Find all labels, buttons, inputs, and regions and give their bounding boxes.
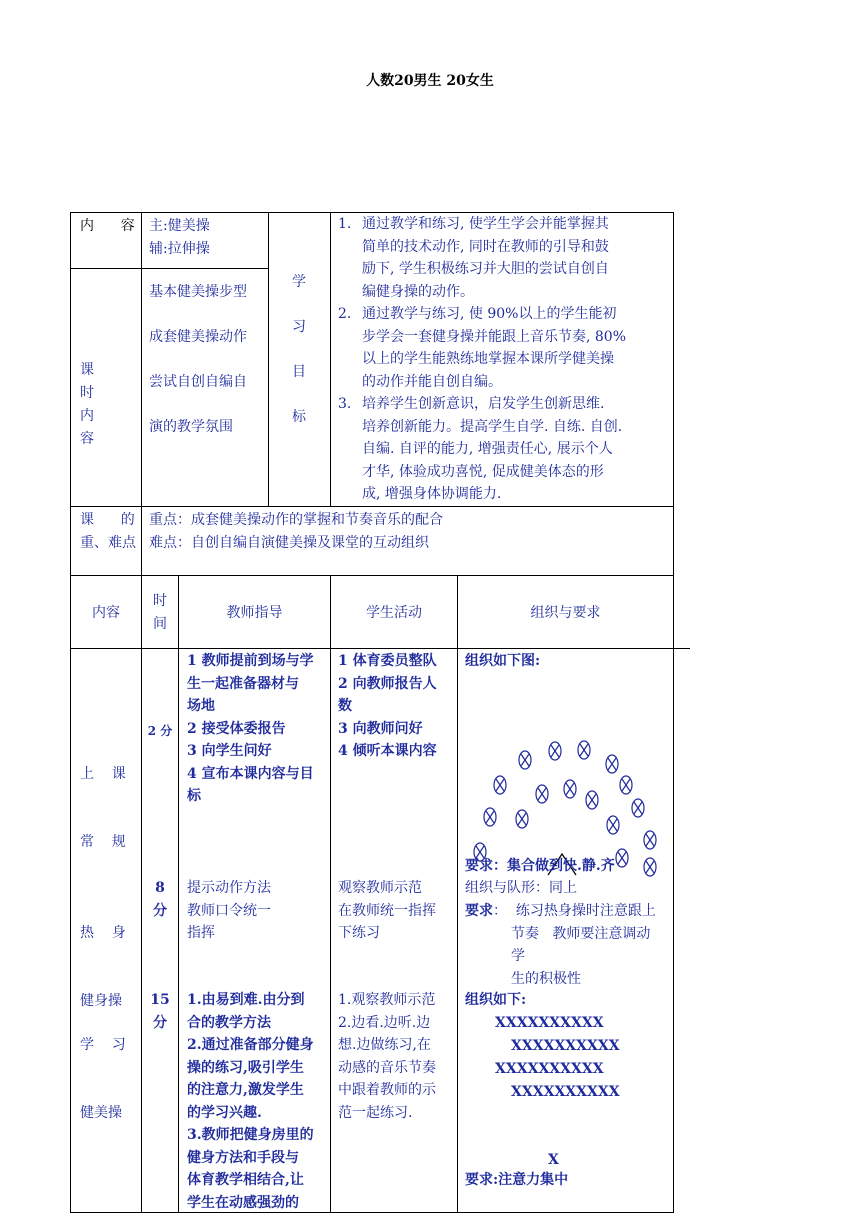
row1-teacher <box>187 650 314 808</box>
content-line: 健身操 <box>80 992 122 1009</box>
teacher-line: 生一起准备器材与 <box>187 675 299 692</box>
teacher-mark: X <box>548 1152 559 1168</box>
label-char: 标 <box>292 409 306 425</box>
key-point: 重点：成套健美操动作的掌握和节奏音乐的配合 <box>149 512 443 528</box>
student-line: 下练习 <box>338 925 380 941</box>
label-char: 习 <box>292 319 306 335</box>
content-label: 内 容 <box>80 218 135 234</box>
table-divider <box>457 575 458 1213</box>
table-divider <box>70 506 673 507</box>
teacher-line: 指挥 <box>187 925 215 941</box>
table-divider <box>330 575 331 1213</box>
student-line: 在教师统一指挥 <box>338 902 436 919</box>
requirement-label: 要求 <box>465 903 493 919</box>
header-time-2: 间 <box>153 615 167 632</box>
list-item: 成套健美操动作 <box>149 329 247 345</box>
student-line: 3 向教师问好 <box>338 720 423 737</box>
content-line: 常 规 <box>80 833 126 850</box>
goal-number: 2. <box>338 306 352 322</box>
teacher-line: 健身方法和手段与 <box>187 1149 299 1166</box>
teacher-line: 2.通过准备部分健身 <box>187 1037 314 1053</box>
teacher-line: 标 <box>187 788 201 804</box>
goal-line: 通过教学与练习, 使 90%以上的学生能初 <box>362 306 617 322</box>
header-student: 学生活动 <box>366 605 422 621</box>
circle-x-icon <box>564 780 576 798</box>
row1-student <box>338 650 437 763</box>
goal-line: 的动作并能自创自编。 <box>362 373 502 390</box>
table-border-bottom <box>70 1212 673 1213</box>
requirement-line: 学 <box>511 948 525 964</box>
circle-x-icon <box>494 776 506 794</box>
list-item: 演的教学氛围 <box>149 419 233 435</box>
student-line: 数 <box>338 698 352 714</box>
circle-x-icon <box>644 831 656 849</box>
row1-content <box>80 718 126 876</box>
requirement-line: ： 练习热身操时注意跟上 <box>493 903 656 919</box>
teacher-line: 1 教师提前到场与学 <box>187 653 314 669</box>
row1-org: 组织如下图: <box>465 653 541 669</box>
row2-student <box>338 877 436 945</box>
goal-number: 3. <box>338 396 352 412</box>
requirement-line: 节奏 教师要注意调动 <box>511 925 651 942</box>
goal-number: 1. <box>338 216 352 232</box>
circle-x-icon <box>586 791 598 809</box>
label-char: 内 <box>80 408 94 424</box>
row2-time <box>142 877 178 922</box>
circle-x-icon <box>536 785 548 803</box>
content-line: 热 身 <box>80 925 126 941</box>
list-item: 基本健美操步型 <box>149 284 247 300</box>
label-char: 时 <box>80 385 94 401</box>
label-char: 学 <box>292 274 306 290</box>
circle-x-icon <box>606 755 618 773</box>
circle-x-icon <box>644 858 656 876</box>
key-label-1: 课 的 <box>80 512 135 528</box>
teacher-line: 的学习兴趣. <box>187 1104 262 1121</box>
student-line: 想.边做练习,在 <box>338 1037 431 1053</box>
teacher-line: 2 接受体委报告 <box>187 720 286 737</box>
header-time <box>142 590 178 635</box>
circle-x-icon <box>607 816 619 834</box>
table-divider <box>141 212 142 1213</box>
goal-line: 通过教学和练习, 使学生学会并能掌握其 <box>362 216 609 232</box>
label-char: 目 <box>292 364 306 380</box>
goal-line: 步学会一套健身操并能跟上音乐节奏, 80% <box>362 328 627 345</box>
student-line: 范一起练习. <box>338 1104 413 1121</box>
student-line: 2.边看.边听.边 <box>338 1014 431 1031</box>
row3-org: 组织如下: <box>465 992 527 1008</box>
teacher-line: 4 宣布本课内容与目 <box>187 765 314 782</box>
goal-line: 成, 增强身体协调能力. <box>362 486 502 502</box>
row3-requirement: 要求:注意力集中 <box>465 1172 569 1188</box>
time-value: 8 <box>155 880 165 896</box>
circle-x-icon <box>616 849 628 867</box>
student-line: 观察教师示范 <box>338 880 422 896</box>
teacher-line: 操的练习,吸引学生 <box>187 1059 304 1076</box>
teacher-line: 1.由易到难.由分到 <box>187 992 305 1008</box>
circle-x-icon <box>620 776 632 794</box>
circle-x-icon <box>549 742 561 760</box>
row2-org: 组织与队形：同上 <box>465 880 577 896</box>
time-value: 15 <box>150 992 170 1008</box>
table-divider <box>268 212 269 506</box>
student-line: 4 倾听本课内容 <box>338 743 437 759</box>
label-char: 容 <box>80 431 94 447</box>
row3-student <box>338 989 436 1124</box>
row3-time <box>142 989 178 1034</box>
time-unit: 分 <box>153 1014 167 1031</box>
goal-line: 自编. 自评的能力, 增强责任心, 展示个人 <box>362 441 613 457</box>
content-line: 学 习 <box>80 1037 126 1053</box>
teacher-line: 学生在动感强劲的 <box>187 1194 299 1211</box>
x-formation-row: XXXXXXXXXX <box>511 1038 620 1054</box>
table-divider <box>330 212 331 506</box>
label-char: 课 <box>80 362 94 378</box>
row1-time: 2 分 <box>147 724 173 738</box>
table-divider <box>178 575 179 1213</box>
goal-line: 培养学生创新意识，启发学生创新思维. <box>362 396 605 412</box>
x-formation-row: XXXXXXXXXX <box>495 1061 604 1077</box>
header-content: 内容 <box>92 605 120 621</box>
lesson-content-items <box>149 270 247 450</box>
row1-requirement: 要求：集合做到快.静.齐 <box>465 858 615 874</box>
lesson-content-label <box>80 359 94 451</box>
time-unit: 分 <box>153 902 167 919</box>
row2-teacher <box>187 877 271 945</box>
row3-content <box>80 989 126 1147</box>
table-divider <box>70 575 673 576</box>
goal-line: 励下, 学生积极练习并大胆的尝试自创自 <box>362 261 609 277</box>
list-item: 尝试自创自编自 <box>149 374 247 390</box>
row3-teacher <box>187 989 314 1214</box>
teacher-line: 3 向学生问好 <box>187 743 272 759</box>
header-org: 组织与要求 <box>530 605 601 621</box>
page-title: 人数20男生 20女生 <box>366 73 494 89</box>
teacher-line: 体育教学相结合,让 <box>187 1172 304 1188</box>
teacher-line: 的注意力,激发学生 <box>187 1082 304 1098</box>
teacher-line: 3.教师把健身房里的 <box>187 1127 314 1143</box>
teacher-line: 教师口令统一 <box>187 902 271 919</box>
goal-line: 编健身操的动作。 <box>362 283 474 300</box>
goal-line: 以上的学生能熟练地掌握本课所学健美操 <box>362 351 614 367</box>
goal-line: 培养创新能力。提高学生自学. 自练. 自创. <box>362 418 623 435</box>
teacher-line: 场地 <box>187 698 215 714</box>
circle-x-icon <box>519 751 531 769</box>
goal-line: 简单的技术动作, 同时在教师的引导和鼓 <box>362 238 609 255</box>
teacher-line: 提示动作方法 <box>187 880 271 896</box>
row2-requirement <box>465 900 656 990</box>
header-time-1: 时 <box>153 593 167 609</box>
circle-x-icon <box>578 741 590 759</box>
header-teacher: 教师指导 <box>226 605 283 621</box>
student-line: 2 向教师报告人 <box>338 675 437 692</box>
goals-label <box>270 260 328 440</box>
circle-x-icon <box>632 799 644 817</box>
student-line: 动感的音乐节奏 <box>338 1059 436 1076</box>
student-line: 1 体育委员整队 <box>338 653 437 669</box>
student-line: 1.观察教师示范 <box>338 992 436 1008</box>
content-line: 上 课 <box>80 766 126 782</box>
circle-x-icon <box>516 810 528 828</box>
content-aux: 辅:拉伸操 <box>149 241 210 257</box>
teacher-line: 合的教学方法 <box>187 1014 271 1031</box>
circle-x-icon <box>484 808 496 826</box>
content-line: 健美操 <box>80 1104 122 1121</box>
x-formation-row: XXXXXXXXXX <box>495 1015 604 1031</box>
goal-line: 才华, 体验成功喜悦, 促成健美体态的形 <box>362 463 604 480</box>
table-border-left <box>70 212 71 1213</box>
student-line: 中跟着教师的示 <box>338 1082 436 1098</box>
content-main: 主:健美操 <box>149 218 210 234</box>
table-divider <box>70 268 268 269</box>
requirement-line: 生的积极性 <box>511 970 581 987</box>
table-divider <box>70 648 690 649</box>
key-label-2: 重、难点 <box>80 535 136 551</box>
x-formation-row: XXXXXXXXXX <box>511 1084 620 1100</box>
difficult-point: 难点：自创自编自演健美操及课堂的互动组织 <box>149 535 429 551</box>
